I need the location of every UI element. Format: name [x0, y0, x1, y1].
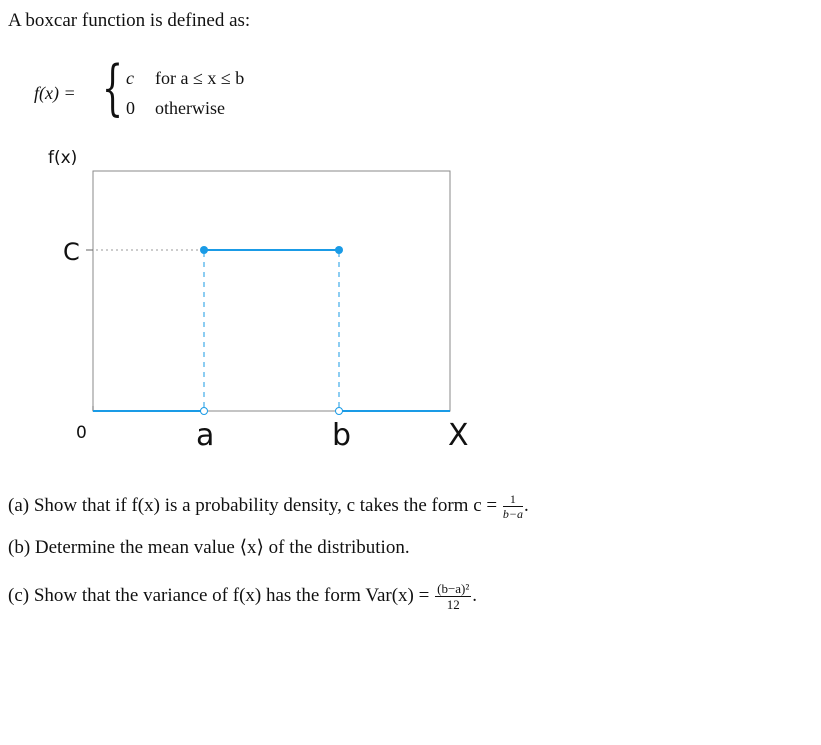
point-a-closed	[200, 246, 208, 254]
question-a-denominator: b−a	[502, 507, 523, 521]
question-c-end: .	[472, 584, 478, 606]
question-a-end: .	[523, 494, 529, 516]
case2-value: 0	[126, 98, 135, 118]
definition-lhs: f(x) =	[34, 83, 76, 103]
x-axis-label: X	[448, 418, 469, 453]
question-a	[8, 493, 529, 520]
question-a-fraction	[503, 493, 523, 520]
point-b-open	[336, 408, 343, 415]
point-b-closed	[335, 246, 343, 254]
curly-brace: {	[102, 53, 124, 123]
question-c-numerator: (b−a)²	[437, 581, 470, 596]
case1-value: c	[126, 68, 134, 88]
point-a-open	[201, 408, 208, 415]
y-axis-label: f(x)	[48, 148, 78, 168]
question-c-denominator: 12	[446, 597, 460, 612]
question-c	[8, 582, 477, 611]
intro-text: A boxcar function is defined as:	[8, 10, 251, 31]
question-c-text: (c) Show that the variance of f(x) has the form Var(x) =	[8, 584, 430, 606]
question-a-text: (a) Show that if f(x) is a probability density, c takes the form c =	[8, 494, 498, 516]
question-c-fraction	[435, 582, 471, 611]
plot-frame	[93, 171, 450, 411]
x-tick-label-a: a	[196, 418, 215, 453]
x-tick-label-b: b	[332, 418, 352, 453]
question-a-numerator: 1	[503, 493, 523, 507]
question-b: (b) Determine the mean value ⟨x⟩ of the distribution.	[8, 537, 410, 558]
case2-condition: otherwise	[155, 98, 225, 118]
case1-condition: for a ≤ x ≤ b	[155, 68, 245, 88]
y-tick-label-c: C	[63, 238, 80, 266]
tick-label-zero: 0	[76, 423, 87, 443]
